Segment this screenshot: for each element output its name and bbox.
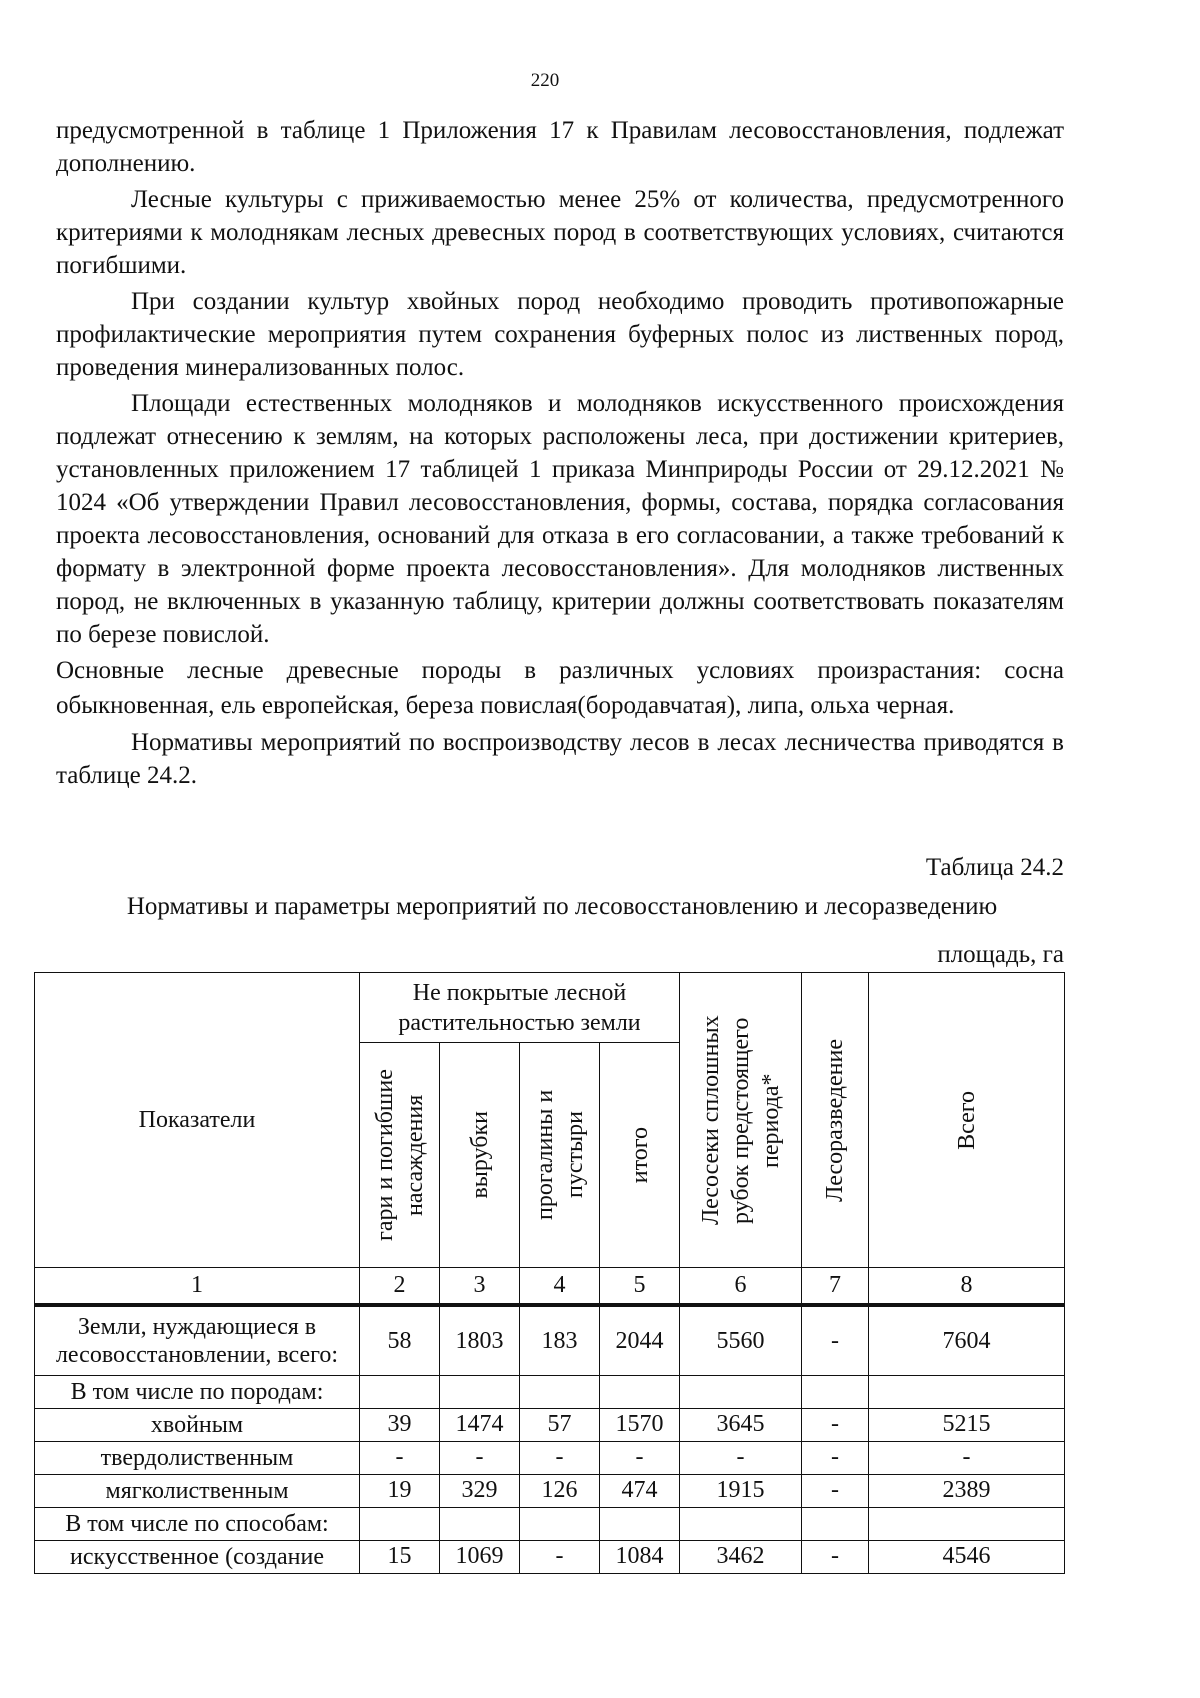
row-label: В том числе по способам:	[35, 1507, 360, 1540]
column-number: 6	[680, 1268, 802, 1306]
table-cell: 1803	[440, 1305, 520, 1375]
table-cell: 2044	[600, 1305, 680, 1375]
table-cell: 329	[440, 1474, 520, 1507]
table-cell: -	[600, 1441, 680, 1474]
table-cell: 183	[520, 1305, 600, 1375]
table-cell	[600, 1375, 680, 1408]
table-row	[35, 1507, 1065, 1540]
table-row	[35, 1305, 1065, 1375]
header-clearings-text: вырубки	[466, 1111, 493, 1199]
table-cell: 58	[360, 1305, 440, 1375]
table-cell	[802, 1375, 869, 1408]
table-cell: -	[802, 1305, 869, 1375]
row-label: хвойным	[35, 1408, 360, 1441]
column-number: 2	[360, 1268, 440, 1306]
column-number: 4	[520, 1268, 600, 1306]
table-cell: 39	[360, 1408, 440, 1441]
header-burned-text: гари и погибшие насаждения	[371, 1069, 428, 1242]
column-numbers-row	[35, 1268, 1065, 1306]
table-cell: -	[520, 1540, 600, 1573]
table-cell: 1084	[600, 1540, 680, 1573]
table-cell: 2389	[869, 1474, 1065, 1507]
table-cell	[802, 1507, 869, 1540]
table-cell	[360, 1507, 440, 1540]
table-cell	[440, 1375, 520, 1408]
column-number: 7	[802, 1268, 869, 1306]
row-label: Земли, нуждающиеся в лесовосстановлении, всего:	[35, 1305, 360, 1375]
paragraph-3: При создании культур хвойных пород необходимо проводить противопожарные профилактические мероприятия путем сохранения буферных полос из лиственных пород, проведения минерализованных полос.	[56, 288, 1064, 381]
table-cell: -	[869, 1441, 1065, 1474]
table-cell	[869, 1507, 1065, 1540]
norms-table	[34, 972, 1065, 1574]
table-cell	[520, 1507, 600, 1540]
table-cell: 7604	[869, 1305, 1065, 1375]
header-glades-text: прогалины и пустыри	[531, 1090, 588, 1221]
table-cell: -	[802, 1441, 869, 1474]
table-cell: 1069	[440, 1540, 520, 1573]
header-subtotal-text: итого	[626, 1126, 653, 1184]
column-number: 5	[600, 1268, 680, 1306]
table-cell: 5560	[680, 1305, 802, 1375]
table-title: Нормативы и параметры мероприятий по лесовосстановлению и лесоразведению	[126, 893, 998, 920]
table-cell	[680, 1507, 802, 1540]
header-indicator: Показатели	[35, 973, 360, 1268]
table-cell	[360, 1375, 440, 1408]
paragraph-2: Лесные культуры с приживаемостью менее 25% от количества, предусмотренного критериями к молоднякам лесных древесных пород в соответствующих условиях, считаются погибшими.	[56, 186, 1064, 279]
table-row	[35, 1375, 1065, 1408]
table-cell: 1915	[680, 1474, 802, 1507]
header-afforestation	[802, 973, 869, 1268]
table-cell: -	[360, 1441, 440, 1474]
table-cell	[600, 1507, 680, 1540]
table-cell: 3645	[680, 1408, 802, 1441]
table-row	[35, 1540, 1065, 1573]
table-cell: -	[440, 1441, 520, 1474]
header-total	[869, 973, 1065, 1268]
table-unit: площадь, га	[937, 941, 1064, 968]
header-clearings	[440, 1043, 520, 1268]
paragraph-6: Нормативы мероприятий по воспроизводству лесов в лесах лесничества приводятся в таблице 24.2.	[56, 729, 1064, 789]
table-cell: 5215	[869, 1408, 1065, 1441]
paragraph-5: Основные лесные древесные породы в различных условиях произрастания: сосна обыкновенная, ель европейская, береза повислая(бородавчатая), липа, ольха черная.	[56, 657, 1064, 719]
table-cell: -	[802, 1540, 869, 1573]
header-cutting-areas-text: Лесосеки сплошных рубок предстоящего периода*	[697, 1015, 784, 1225]
header-burned	[360, 1043, 440, 1268]
table-cell: -	[802, 1408, 869, 1441]
column-number: 8	[869, 1268, 1065, 1306]
paragraph-4: Площади естественных молодняков и молодняков искусственного происхождения подлежат отнесению к землям, на которых расположены леса, при достижении критериев, установленных приложением 17 таблицей 1 приказа Минприроды России от 29.12.2021 № 1024 «Об утверждении Правил лесовосстановления, формы, состава, порядка согласования проекта лесовосстановления, оснований для отказа в его согласовании, а также требований к формату в электронной форме проекта лесовосстановления». Для молодняков лиственных пород, не включенных в указанную таблицу, критерии должны соответствовать показателям по березе повислой.	[56, 390, 1064, 648]
table-row	[35, 1474, 1065, 1507]
column-number: 3	[440, 1268, 520, 1306]
table-cell: 1474	[440, 1408, 520, 1441]
table-cell: -	[680, 1441, 802, 1474]
body-text	[56, 114, 1064, 792]
row-label: искусственное (создание	[35, 1540, 360, 1573]
table-cell: 474	[600, 1474, 680, 1507]
table-cell	[680, 1375, 802, 1408]
table-cell: -	[520, 1441, 600, 1474]
table-cell: -	[802, 1474, 869, 1507]
header-uncovered-lands: Не покрытые лесной растительностью земли	[360, 973, 680, 1043]
table-cell: 3462	[680, 1540, 802, 1573]
table-cell: 15	[360, 1540, 440, 1573]
table-cell: 126	[520, 1474, 600, 1507]
header-total-text: Всего	[953, 1090, 980, 1150]
row-label: В том числе по породам:	[35, 1375, 360, 1408]
header-cutting-areas	[680, 973, 802, 1268]
table-row	[35, 1408, 1065, 1441]
table-cell	[440, 1507, 520, 1540]
table-cell: 57	[520, 1408, 600, 1441]
row-label: твердолиственным	[35, 1441, 360, 1474]
row-label: мягколиственным	[35, 1474, 360, 1507]
table-cell	[869, 1375, 1065, 1408]
table-row	[35, 1441, 1065, 1474]
column-number: 1	[35, 1268, 360, 1306]
header-afforestation-text: Лесоразведение	[822, 1038, 848, 1202]
table-label: Таблица 24.2	[925, 854, 1064, 881]
table-cell: 4546	[869, 1540, 1065, 1573]
page-number: 220	[530, 70, 560, 91]
table-cell: 19	[360, 1474, 440, 1507]
header-glades	[520, 1043, 600, 1268]
table-cell: 1570	[600, 1408, 680, 1441]
table-cell	[520, 1375, 600, 1408]
paragraph-1: предусмотренной в таблице 1 Приложения 17 к Правилам лесовосстановления, подлежат дополнению.	[56, 117, 1064, 177]
header-subtotal	[600, 1043, 680, 1268]
